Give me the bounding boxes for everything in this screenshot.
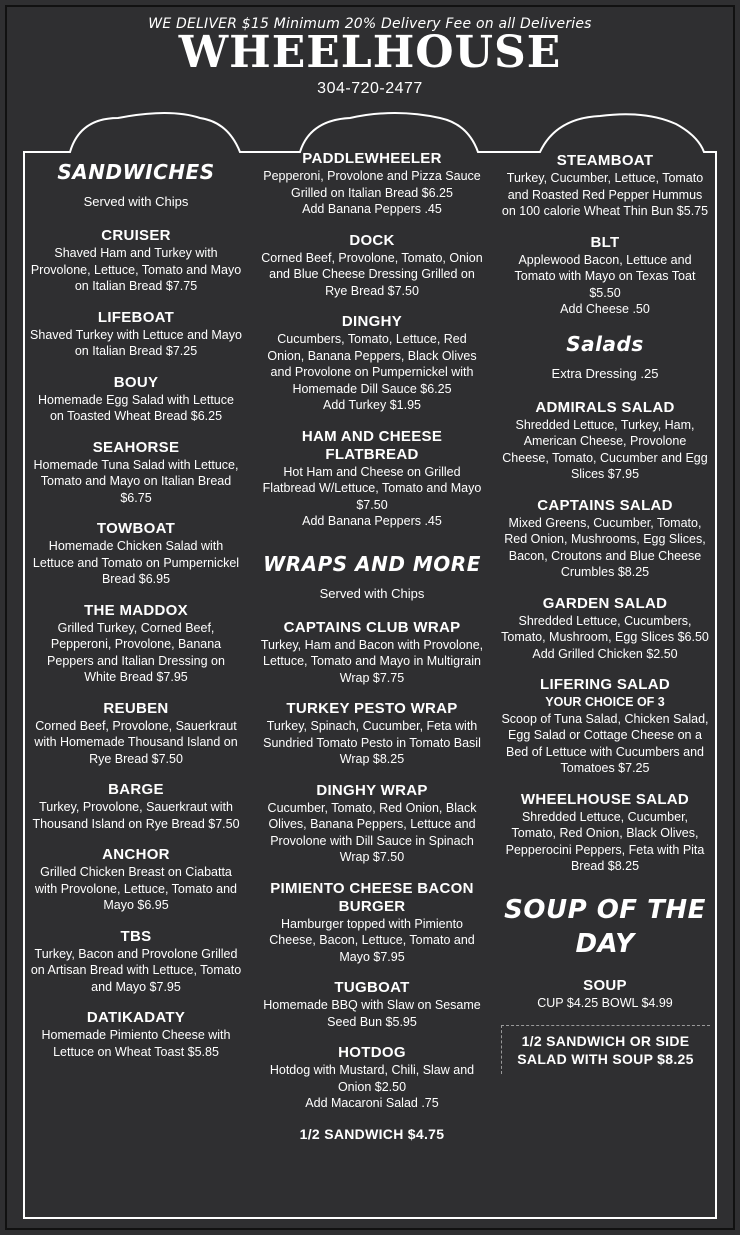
- item-subtitle: YOUR CHOICE OF 3: [545, 695, 665, 709]
- wraps-list: [258, 619, 486, 1112]
- menu-item: [30, 374, 242, 425]
- item-name: ANCHOR: [102, 846, 170, 863]
- item-name: CAPTAINS CLUB WRAP: [283, 618, 461, 636]
- item-description: Homemade Egg Salad with Lettuce on Toasted Wheat Bread $6.25: [38, 392, 234, 423]
- item-name: DOCK: [349, 231, 395, 249]
- item-description: Turkey, Cucumber, Lettuce, Tomato and Roasted Red Pepper Hummus on 100 calorie Wheat Thin Bun $5.75: [501, 171, 709, 218]
- menu-item: [258, 880, 486, 966]
- soup-item: [500, 977, 710, 1012]
- wraps-heading: WRAPS AND MORE: [263, 551, 481, 576]
- menu-item: [500, 152, 710, 220]
- menu-item: [500, 676, 710, 777]
- item-description: Turkey, Spinach, Cucumber, Feta with Sundried Tomato Pesto in Tomato Basil Wrap $8.25: [263, 719, 481, 766]
- menu-item: [30, 520, 242, 588]
- item-name: CRUISER: [101, 227, 171, 244]
- item-description: Cucumber, Tomato, Red Onion, Black Olives, Banana Peppers, Lettuce and Provolone with Dill Sauce in Spinach Wrap $7.50: [267, 800, 477, 864]
- item-name: BOUY: [113, 373, 159, 391]
- sandwiches-heading: SANDWICHES: [57, 160, 215, 184]
- menu-item: [30, 846, 242, 914]
- half-sandwich-price: 1/2 SANDWICH $4.75: [299, 1125, 445, 1142]
- item-description: Turkey, Provolone, Sauerkraut with Thousand Island on Rye Bread $7.50: [32, 800, 240, 831]
- item-name: STEAMBOAT: [556, 152, 654, 169]
- menu-item: [258, 782, 486, 866]
- sandwiches-subheading: Served with Chips: [83, 194, 189, 209]
- menu-item: [500, 399, 710, 483]
- item-description: Shredded Lettuce, Cucumber, Tomato, Red Onion, Black Olives, Pepperocini Peppers, Feta with Pita Bread $8.25: [505, 809, 705, 873]
- soup-prices: CUP $4.25 BOWL $4.99: [537, 995, 673, 1010]
- item-name: PADDLEWHEELER: [302, 150, 442, 167]
- menu-item: [258, 619, 486, 687]
- item-description: Homemade Tuna Salad with Lettuce, Tomato and Mayo on Italian Bread $6.75: [33, 457, 239, 505]
- item-name: PIMIENTO CHEESE BACON BURGER: [270, 879, 474, 915]
- item-addon: Add Grilled Chicken $2.50: [532, 646, 678, 661]
- item-name: HAM AND CHEESE FLATBREAD: [301, 427, 443, 463]
- menu-item: [30, 602, 242, 686]
- item-description: Grilled Turkey, Corned Beef, Pepperoni, Provolone, Banana Peppers and Italian Dressing on White Bread $7.95: [47, 620, 225, 684]
- menu-item: [30, 781, 242, 832]
- item-description: Homemade Chicken Salad with Lettuce and Tomato on Pumpernickel Bread $6.95: [32, 539, 240, 586]
- menu-item: [500, 497, 710, 581]
- item-name: GARDEN SALAD: [542, 594, 668, 612]
- sandwiches-column: [30, 150, 242, 1074]
- item-description: Hamburger topped with Pimiento Cheese, Bacon, Lettuce, Tomato and Mayo $7.95: [269, 916, 475, 964]
- item-description: Scoop of Tuna Salad, Chicken Salad, Egg Salad or Cottage Cheese on a Bed of Lettuce with Cucumbers and Tomatoes $7.25: [501, 711, 709, 775]
- item-name: TBS: [120, 927, 152, 945]
- item-description: Shredded Lettuce, Cucumbers, Tomato, Mushroom, Egg Slices $6.50: [501, 613, 709, 644]
- middle-item-list: [258, 150, 486, 530]
- menu-item: [500, 234, 710, 318]
- item-addon: Add Macaroni Salad .75: [305, 1096, 439, 1110]
- menu-item: [500, 595, 710, 663]
- item-description: Shredded Lettuce, Turkey, Ham, American Cheese, Provolone Cheese, Tomato, Cucumber and Egg Slices $7.95: [502, 417, 708, 481]
- menu-item: [30, 227, 242, 295]
- item-name: BARGE: [108, 781, 164, 798]
- soup-combo-box: [501, 1025, 710, 1074]
- salads-list: [500, 399, 710, 875]
- item-name: TURKEY PESTO WRAP: [286, 700, 458, 717]
- item-description: Pepperoni, Provolone and Pizza Sauce Grilled on Italian Bread $6.25: [263, 169, 481, 200]
- salads-heading: Salads: [566, 331, 644, 356]
- item-name: TUGBOAT: [334, 979, 410, 996]
- item-description: Mixed Greens, Cucumber, Tomato, Red Onion, Mushrooms, Egg Slices, Bacon, Croutons and Blue Cheese Crumbles $8.25: [504, 515, 706, 579]
- menu-item: [30, 700, 242, 768]
- item-name: ADMIRALS SALAD: [535, 398, 675, 416]
- item-name: BLT: [590, 233, 620, 251]
- menu-item: [30, 309, 242, 360]
- item-description: Turkey, Bacon and Provolone Grilled on Artisan Bread with Lettuce, Tomato and Mayo $7.95: [30, 946, 242, 994]
- right-item-list: [500, 152, 710, 318]
- menu-item: [258, 232, 486, 300]
- item-addon: Add Cheese .50: [560, 302, 650, 316]
- item-description: Applewood Bacon, Lettuce and Tomato with Mayo on Texas Toat $5.50: [514, 252, 696, 300]
- right-column: [500, 152, 710, 1074]
- item-name: LIFEBOAT: [97, 308, 175, 326]
- soup-combo: 1/2 SANDWICH OR SIDE SALAD WITH SOUP $8.25: [517, 1033, 694, 1067]
- item-description: Cucumbers, Tomato, Lettuce, Red Onion, Banana Peppers, Black Olives and Provolone on Pumpernickel with Homemade Dill Sauce $6.25: [267, 332, 477, 396]
- item-description: Corned Beef, Provolone, Tomato, Onion and Blue Cheese Dressing Grilled on Rye Bread $7.50: [261, 250, 483, 298]
- wraps-subheading: Served with Chips: [319, 585, 425, 601]
- item-name: HOTDOG: [338, 1044, 406, 1061]
- item-name: WHEELHOUSE SALAD: [520, 790, 690, 808]
- item-addon: Add Banana Peppers .45: [302, 514, 442, 528]
- phone-number: 304-720-2477: [317, 80, 423, 97]
- menu-item: [258, 1044, 486, 1112]
- menu-item: [30, 439, 242, 507]
- item-addon: Add Banana Peppers .45: [302, 202, 442, 216]
- salads-subheading: Extra Dressing .25: [551, 365, 659, 381]
- item-description: Shaved Ham and Turkey with Provolone, Lettuce, Tomato and Mayo on Italian Bread $7.75: [30, 246, 242, 293]
- menu-item: [500, 791, 710, 875]
- menu-item: [258, 700, 486, 768]
- menu-item: [258, 150, 486, 218]
- menu-item: [258, 428, 486, 530]
- item-description: Corned Beef, Provolone, Sauerkraut with Homemade Thousand Island on Rye Bread $7.50: [34, 718, 238, 766]
- item-name: THE MADDOX: [84, 601, 188, 619]
- item-name: TOWBOAT: [96, 520, 176, 537]
- item-addon: Add Turkey $1.95: [323, 398, 421, 412]
- soup-name: SOUP: [583, 976, 627, 994]
- middle-column: [258, 150, 486, 1142]
- item-description: Homemade BBQ with Slaw on Sesame Seed Bun $5.95: [263, 998, 481, 1029]
- sandwich-list: [30, 227, 242, 1060]
- item-description: Hot Ham and Cheese on Grilled Flatbread W/Lettuce, Tomato and Mayo $7.50: [262, 464, 482, 512]
- menu-item: [258, 979, 486, 1030]
- delivery-notice: WE DELIVER $15 Minimum 20% Delivery Fee on all Deliveries: [148, 16, 592, 32]
- item-description: Turkey, Ham and Bacon with Provolone, Lettuce, Tomato and Mayo in Multigrain Wrap $7.75: [260, 637, 484, 685]
- item-name: DATIKADATY: [86, 1009, 186, 1026]
- soup-heading: SOUP OF THE DAY: [504, 894, 706, 959]
- item-name: SEAHORSE: [92, 438, 180, 456]
- item-description: Homemade Pimiento Cheese with Lettuce on Wheat Toast $5.85: [41, 1028, 231, 1059]
- restaurant-title: WHEELHOUSE: [178, 27, 562, 78]
- item-description: Shaved Turkey with Lettuce and Mayo on Italian Bread $7.25: [30, 327, 242, 358]
- menu-item: [258, 313, 486, 414]
- item-name: LIFERING SALAD: [539, 676, 671, 693]
- item-name: CAPTAINS SALAD: [537, 496, 673, 514]
- item-description: Grilled Chicken Breast on Ciabatta with Provolone, Lettuce, Tomato and Mayo $6.95: [35, 865, 237, 912]
- menu-item: [30, 928, 242, 996]
- item-name: DINGHY WRAP: [316, 781, 428, 799]
- menu-item: [30, 1009, 242, 1060]
- item-name: DINGHY: [341, 313, 403, 330]
- item-name: REUBEN: [103, 699, 169, 717]
- item-description: Hotdog with Mustard, Chili, Slaw and Onion $2.50: [269, 1063, 475, 1094]
